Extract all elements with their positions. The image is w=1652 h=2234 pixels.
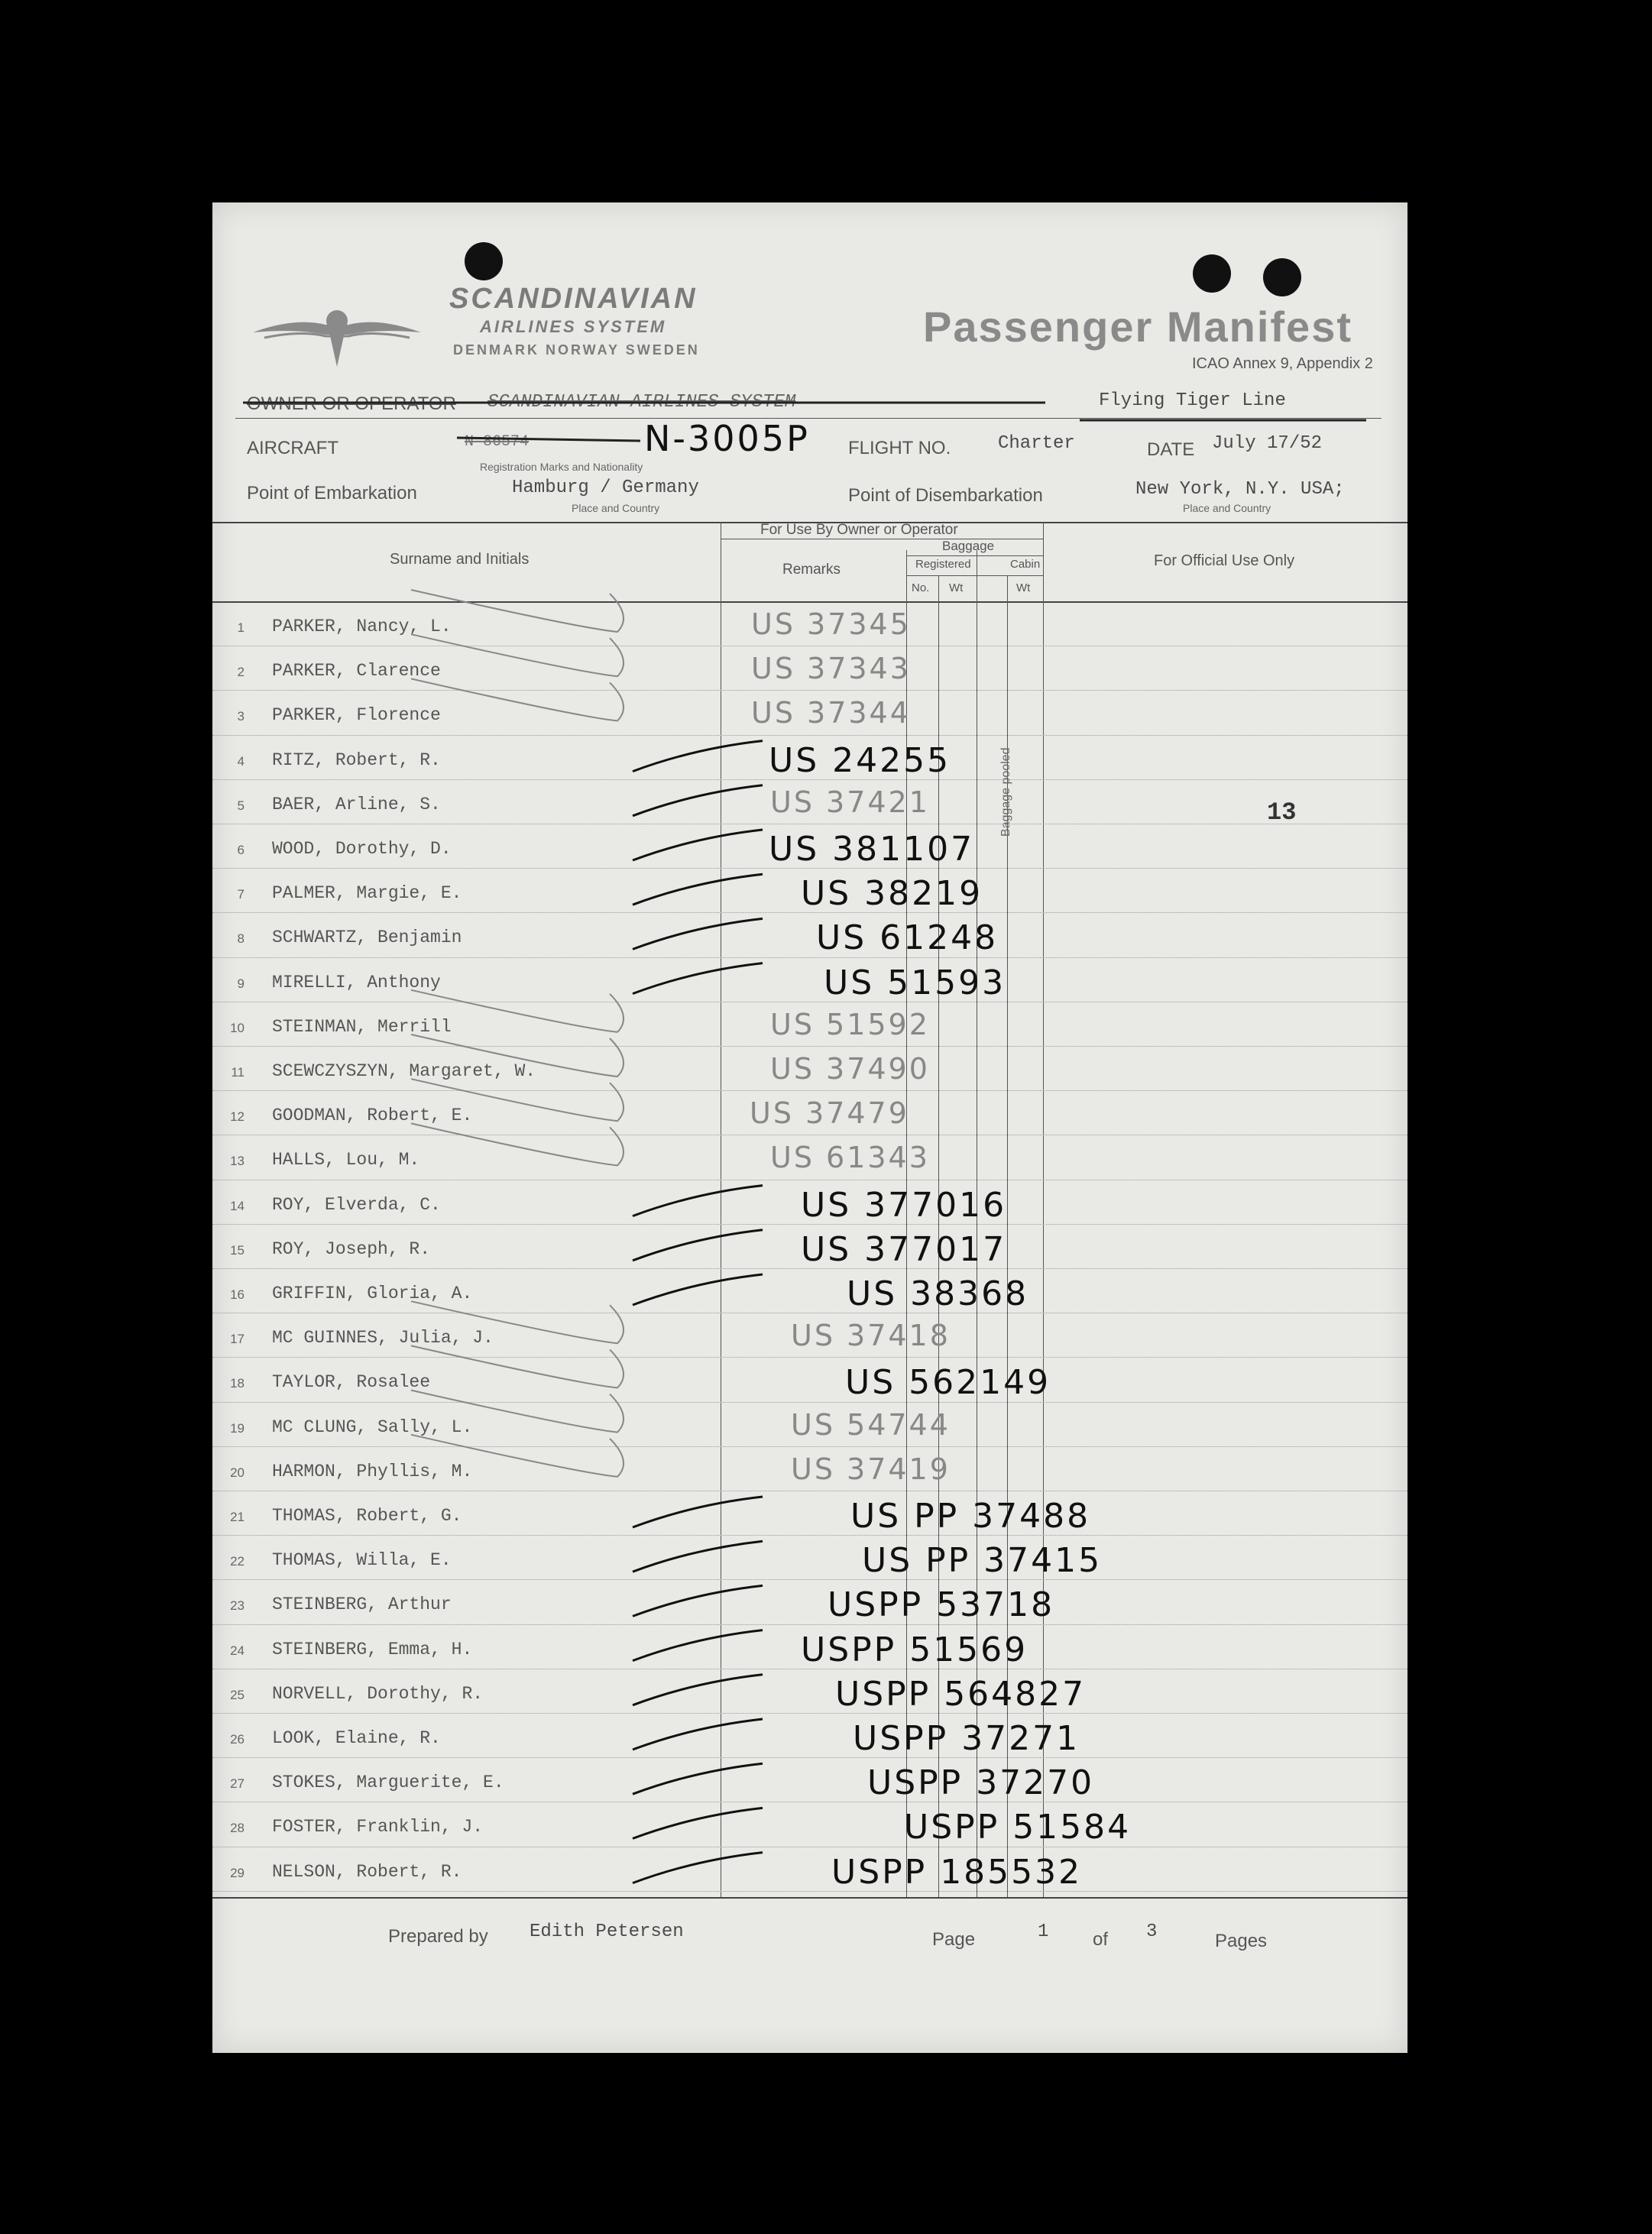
col-wt-header: Wt (949, 581, 964, 594)
row-number: 23 (230, 1598, 245, 1614)
passenger-name: WOOD, Dorothy, D. (272, 839, 452, 859)
passport-remark: US 377016 (801, 1185, 1007, 1225)
passenger-name: STEINBERG, Arthur (272, 1595, 452, 1615)
aircraft-label: AIRCRAFT (247, 438, 338, 458)
tally-mark (633, 1186, 763, 1216)
logo-line-3: DENMARK NORWAY SWEDEN (453, 342, 700, 358)
tally-mark (633, 963, 763, 994)
row-number: 11 (231, 1065, 245, 1080)
embark-caption: Place and Country (572, 502, 660, 514)
row-number: 9 (237, 976, 245, 991)
flight-value: Charter (998, 433, 1075, 454)
col-cabin-header: Cabin (1010, 558, 1041, 571)
tally-mark (633, 1541, 763, 1572)
passenger-name: RITZ, Robert, R. (272, 750, 441, 770)
row-number: 21 (230, 1510, 245, 1524)
tally-mark (633, 918, 763, 949)
tally-mark (411, 1345, 624, 1387)
row-number: 20 (230, 1465, 245, 1480)
row-number: 25 (230, 1687, 245, 1702)
passport-remark: US PP 37415 (862, 1541, 1103, 1581)
tally-mark (633, 1763, 763, 1794)
flight-label: FLIGHT NO. (848, 438, 951, 458)
passenger-name: STEINMAN, Merrill (272, 1016, 452, 1037)
passenger-name: MC CLUNG, Sally, L. (272, 1416, 473, 1437)
aircraft-struck: N-86574 (465, 433, 530, 451)
col-registered-header: Registered (915, 558, 971, 571)
date-label: DATE (1147, 439, 1195, 460)
passport-remark: US 37344 (751, 696, 911, 730)
manifest-page (212, 202, 1407, 2053)
passport-remark: USPP 185532 (831, 1852, 1083, 1892)
row-number: 18 (230, 1376, 245, 1391)
row-number: 14 (230, 1198, 245, 1213)
passport-remark: US 24255 (769, 740, 951, 780)
passenger-name: MIRELLI, Anthony (272, 972, 441, 992)
disembark-caption: Place and Country (1183, 502, 1271, 514)
passenger-name: PALMER, Margie, E. (272, 883, 462, 904)
passenger-name: STOKES, Marguerite, E. (272, 1773, 504, 1793)
row-number: 6 (237, 843, 245, 857)
tally-mark (633, 1808, 763, 1838)
passenger-name: SCHWARTZ, Benjamin (272, 928, 462, 948)
tally-mark (633, 1853, 763, 1883)
row-number: 19 (230, 1420, 245, 1436)
passport-remark: USPP 51569 (801, 1630, 1028, 1669)
row-number: 2 (237, 665, 245, 680)
passport-remark: US 37490 (770, 1052, 930, 1086)
row-number: 5 (237, 798, 245, 813)
passenger-name: HALLS, Lou, M. (272, 1150, 420, 1170)
page-title: Passenger Manifest (923, 303, 1352, 351)
passport-remark: US 51592 (770, 1007, 930, 1041)
row-number: 12 (230, 1109, 245, 1125)
tally-mark (633, 741, 763, 772)
disembark-value: New York, N.Y. USA; (1135, 479, 1345, 500)
page-label: Page (932, 1929, 976, 1950)
passport-remark: US 37419 (791, 1452, 951, 1486)
row-number: 16 (230, 1287, 245, 1302)
embark-label: Point of Embarkation (247, 483, 417, 503)
passenger-name: PARKER, Florence (272, 705, 441, 726)
baggage-pooled-note: Baggage pooled (999, 747, 1012, 837)
passenger-name: ROY, Elverda, C. (272, 1194, 441, 1215)
page-subtitle: ICAO Annex 9, Appendix 2 (1192, 355, 1373, 372)
tally-mark (411, 634, 624, 676)
tally-mark (633, 1585, 763, 1616)
tally-mark (411, 678, 624, 720)
tally-mark (633, 1274, 763, 1305)
row-number: 3 (237, 709, 245, 724)
passport-remark: USPP 53718 (828, 1585, 1055, 1625)
passenger-name: NELSON, Robert, R. (272, 1861, 462, 1882)
passenger-name: PARKER, Nancy, L. (272, 617, 452, 636)
of-label: of (1093, 1929, 1109, 1950)
of-value: 3 (1146, 1922, 1158, 1942)
passport-remark: US 38219 (801, 874, 983, 914)
row-number: 26 (230, 1732, 245, 1747)
row-number: 28 (230, 1821, 245, 1836)
col-cabin-wt-header: Wt (1016, 581, 1031, 594)
tally-mark (411, 1034, 624, 1077)
tally-mark (633, 785, 763, 816)
passport-remark: US 61343 (770, 1141, 930, 1175)
tally-mark (411, 1079, 624, 1121)
aircraft-caption: Registration Marks and Nationality (480, 461, 643, 473)
tally-mark (411, 1435, 624, 1477)
passport-remark: USPP 37270 (867, 1763, 1095, 1803)
tally-mark (633, 1719, 763, 1750)
col-group-header: For Use By Owner or Operator (760, 522, 958, 538)
tally-mark (411, 1391, 624, 1433)
passport-remark: US 377017 (801, 1229, 1007, 1269)
passport-remark: USPP 51584 (904, 1808, 1132, 1847)
owner-label: OWNER OR OPERATOR (247, 393, 456, 414)
passenger-name: MC GUINNES, Julia, J. (272, 1328, 494, 1348)
passport-remark: US 61248 (816, 918, 999, 958)
tally-mark (411, 1123, 624, 1165)
passenger-name: PARKER, Clarence (272, 661, 441, 682)
tally-mark (411, 590, 624, 632)
owner-value: Flying Tiger Line (1099, 390, 1286, 411)
passport-remark: US 37418 (791, 1319, 951, 1353)
passport-remark: USPP 564827 (835, 1674, 1087, 1714)
passenger-name: GOODMAN, Robert, E. (272, 1106, 473, 1126)
logo-line-1: SCANDINAVIAN (449, 283, 698, 315)
passenger-name: THOMAS, Willa, E. (272, 1550, 452, 1571)
tally-mark (411, 1301, 624, 1343)
passenger-name: GRIFFIN, Gloria, A. (272, 1284, 473, 1303)
col-remarks-header: Remarks (782, 562, 841, 578)
row-number: 27 (230, 1776, 245, 1792)
passenger-name: NORVELL, Dorothy, R. (272, 1683, 484, 1704)
col-baggage-header: Baggage (942, 539, 995, 553)
passenger-name: ROY, Joseph, R. (272, 1238, 431, 1259)
row-number: 22 (230, 1554, 245, 1569)
aircraft-strike-line (457, 438, 640, 441)
tally-mark (633, 1675, 763, 1705)
row-number: 24 (230, 1643, 245, 1658)
row-number: 8 (237, 931, 245, 947)
row-number: 15 (230, 1242, 245, 1258)
col-surname-header: Surname and Initials (390, 551, 530, 568)
pages-label: Pages (1215, 1931, 1268, 1951)
row-number: 7 (237, 887, 245, 902)
row-number: 1 (237, 620, 245, 635)
passport-remark: US 51593 (824, 963, 1006, 1002)
passport-remark: USPP 37271 (853, 1719, 1080, 1758)
row-number: 10 (230, 1020, 245, 1035)
passenger-name: HARMON, Phyllis, M. (272, 1461, 473, 1481)
passport-remark: US PP 37488 (850, 1497, 1091, 1536)
passenger-name: TAYLOR, Rosalee (272, 1372, 431, 1393)
row-number: 13 (230, 1154, 245, 1169)
date-value: July 17/52 (1212, 433, 1323, 454)
passenger-name: BAER, Arline, S. (272, 794, 441, 814)
page-value: 1 (1038, 1922, 1049, 1942)
passenger-name: SCEWCZYSZYN, Margaret, W. (272, 1061, 536, 1081)
passport-remark: US 37345 (751, 607, 911, 641)
embark-value: Hamburg / Germany (512, 478, 699, 498)
row-number: 29 (230, 1865, 245, 1880)
passenger-name: STEINBERG, Emma, H. (272, 1639, 473, 1659)
passport-remark: US 54744 (791, 1407, 951, 1442)
tally-mark (633, 1630, 763, 1661)
prepared-by-label: Prepared by (388, 1926, 488, 1947)
passport-remark: US 562149 (845, 1363, 1051, 1403)
logo-line-2: AIRLINES SYSTEM (480, 317, 667, 336)
col-official-header: For Official Use Only (1154, 552, 1295, 569)
owner-struck: SCANDINAVIAN AIRLINES SYSTEM (488, 392, 796, 413)
tally-mark (633, 830, 763, 860)
tally-mark (633, 874, 763, 905)
prepared-by-value: Edith Petersen (530, 1922, 684, 1942)
passport-remark: US 37343 (751, 652, 911, 686)
disembark-label: Point of Disembarkation (848, 485, 1043, 506)
tally-marks (212, 202, 1407, 2053)
row-number: 17 (230, 1332, 245, 1347)
passenger-name: THOMAS, Robert, G. (272, 1506, 462, 1526)
official-count: 13 (1267, 798, 1297, 827)
row-number: 4 (237, 753, 245, 769)
passport-remark: US 381107 (769, 830, 975, 869)
tally-mark (411, 990, 624, 1032)
aircraft-value: N-3005P (644, 418, 810, 459)
passport-remark: US 37479 (750, 1096, 909, 1131)
tally-mark (633, 1230, 763, 1261)
col-no-header: No. (912, 581, 930, 594)
tally-mark (633, 1497, 763, 1527)
passenger-name: LOOK, Elaine, R. (272, 1728, 441, 1748)
passport-remark: US 38368 (847, 1274, 1029, 1313)
table-bottom-rule (212, 1897, 1407, 1899)
passenger-name: FOSTER, Franklin, J. (272, 1817, 484, 1837)
passport-remark: US 37421 (770, 785, 930, 819)
